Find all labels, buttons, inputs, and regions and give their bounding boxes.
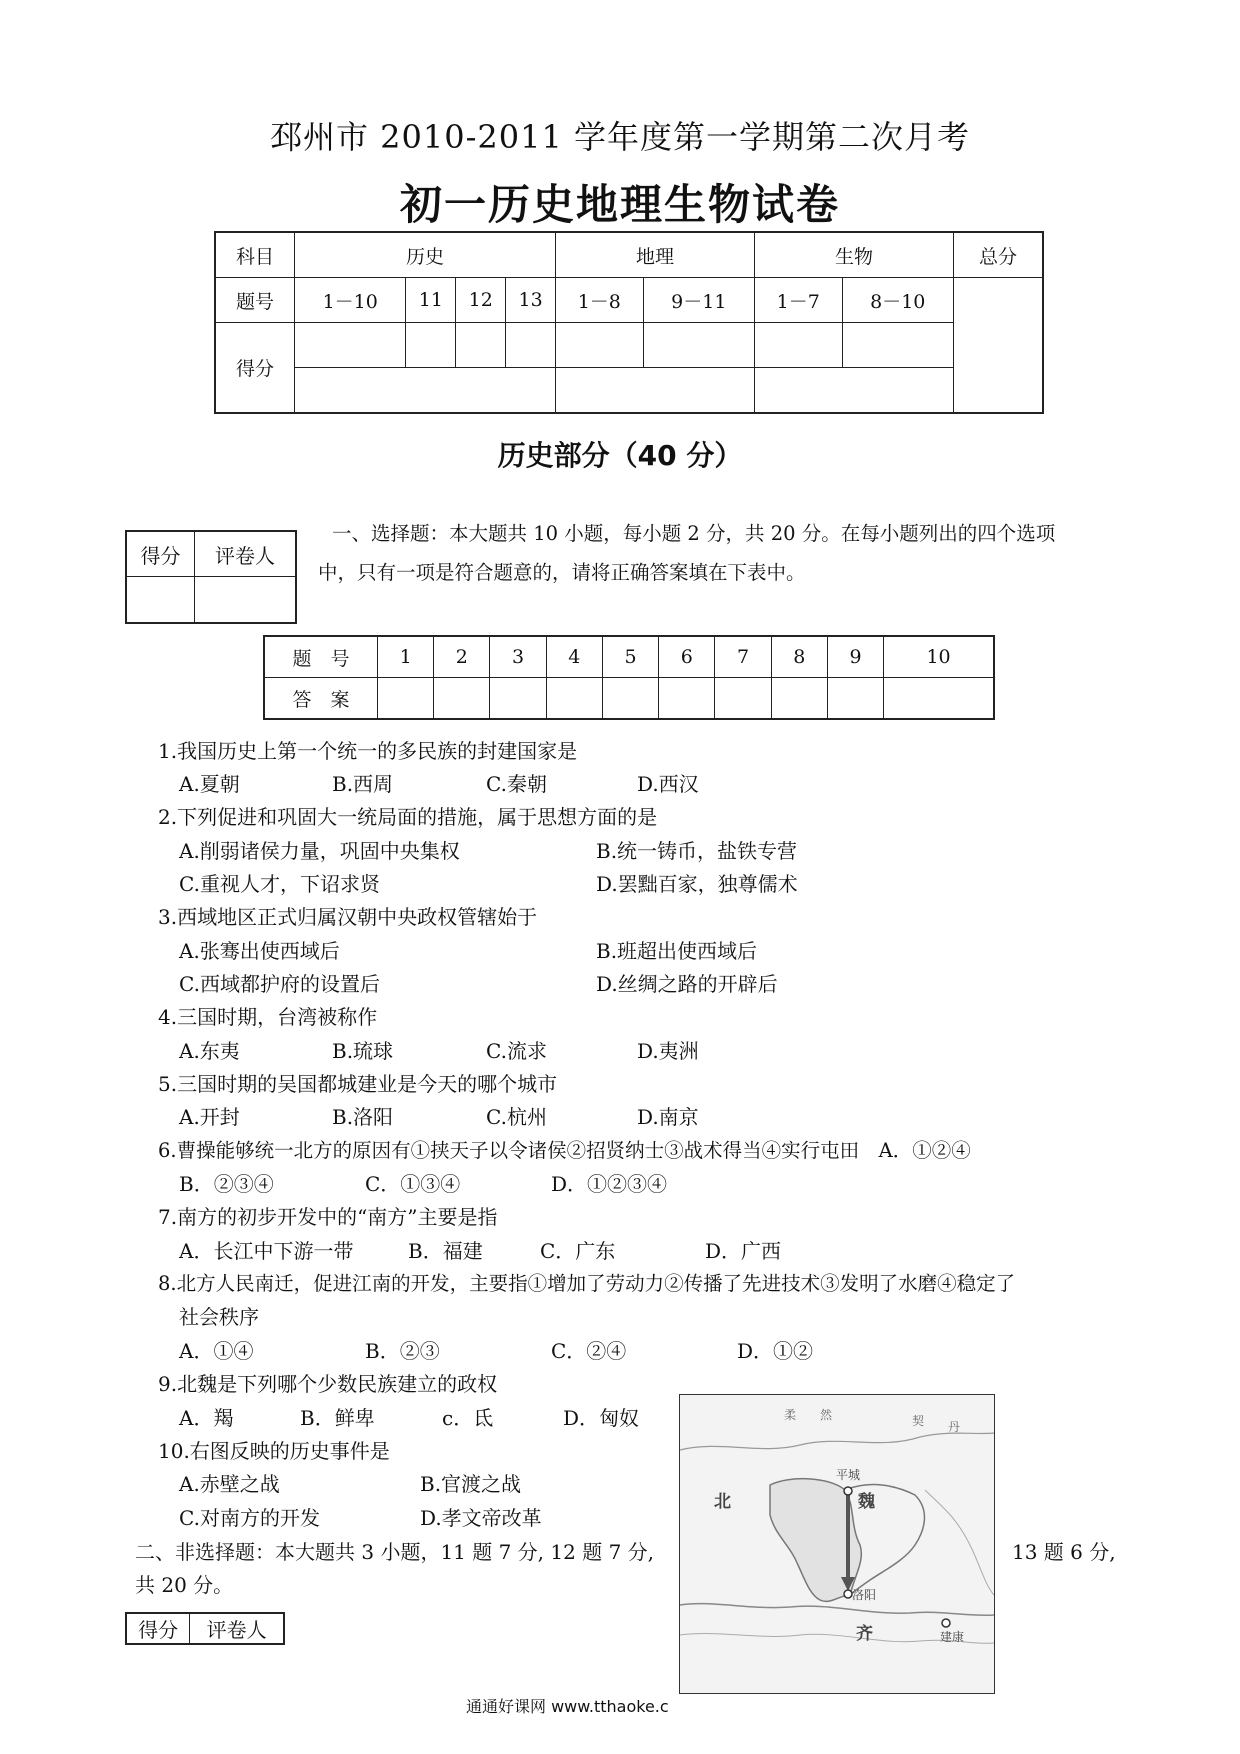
answer-cell[interactable]: [490, 678, 546, 720]
answer-table-number: 7: [715, 636, 771, 678]
question-8-option-b: B．②③: [365, 1339, 440, 1363]
score-table-total-cell[interactable]: [954, 278, 1044, 414]
question-7-option-b: B．福建: [408, 1239, 483, 1263]
grader-score-cell[interactable]: [126, 577, 194, 624]
question-5-stem: 5.三国时期的吴国都城建业是今天的哪个城市: [158, 1072, 558, 1096]
score-cell-geography-total[interactable]: [556, 368, 755, 414]
answer-table-answer-label: 答 案: [264, 678, 378, 720]
question-4-option-b: B.琉球: [332, 1039, 394, 1063]
question-5-option-c: C.杭州: [486, 1105, 547, 1129]
score-cell[interactable]: [456, 323, 506, 368]
question-3-option-c: C.西域都护府的设置后: [179, 972, 380, 996]
question-2-stem: 2.下列促进和巩固大一统局面的措施，属于思想方面的是: [158, 805, 658, 829]
question-3-stem: 3.西域地区正式归属汉朝中央政权管辖始于: [158, 905, 538, 929]
question-10-option-b: B.官渡之战: [420, 1472, 522, 1496]
score-cell[interactable]: [295, 323, 406, 368]
question-8-option-a: A．①④: [179, 1339, 254, 1363]
score-table-subject-biology: 生物: [754, 232, 953, 278]
question-2-option-a: A.削弱诸侯力量，巩固中央集权: [179, 839, 460, 863]
question-8-stem: 8.北方人民南迁，促进江南的开发，主要指①增加了劳动力②传播了先进技术③发明了水磨④稳定了: [158, 1272, 1016, 1295]
score-table-number: 12: [456, 278, 506, 323]
question-7-option-d: D．广西: [705, 1239, 782, 1263]
question-7-stem: 7.南方的初步开发中的“南方”主要是指: [158, 1205, 498, 1229]
answer-cell[interactable]: [602, 678, 658, 720]
score-cell[interactable]: [406, 323, 456, 368]
question-7-option-c: C．广东: [540, 1239, 616, 1263]
question-2-option-b: B.统一铸币，盐铁专营: [596, 839, 798, 863]
score-cell[interactable]: [643, 323, 754, 368]
answer-table-number: 3: [490, 636, 546, 678]
answer-table-number: 6: [659, 636, 715, 678]
answer-cell[interactable]: [827, 678, 883, 720]
map-label: 建康: [940, 1630, 965, 1644]
map-label: 齐: [856, 1624, 873, 1644]
score-table-number: 13: [506, 278, 556, 323]
score-table-number: 11: [406, 278, 456, 323]
question-7-option-a: A．长江中下游一带: [179, 1239, 354, 1263]
map-label: 然: [820, 1408, 833, 1422]
part1-instruction-line2: 中，只有一项是符合题意的，请将正确答案填在下表中。: [318, 561, 806, 584]
question-9-option-c: c．氐: [442, 1406, 494, 1430]
question-10-stem: 10.右图反映的历史事件是: [158, 1439, 390, 1463]
answer-cell[interactable]: [771, 678, 827, 720]
score-table-subject-history: 历史: [295, 232, 556, 278]
answer-cell[interactable]: [715, 678, 771, 720]
score-table-total-label: 总分: [954, 232, 1044, 278]
part2-instruction-line2: 共 20 分。: [135, 1573, 234, 1597]
part2-instruction-left: 二、非选择题：本大题共 3 小题，11 题 7 分, 12 题 7 分,: [135, 1540, 655, 1564]
map-label: 柔: [784, 1408, 797, 1422]
question-4-option-a: A.东夷: [179, 1039, 240, 1063]
northern-wei-map: [679, 1394, 995, 1694]
map-drawing: [680, 1395, 994, 1693]
answer-table-number: 10: [884, 636, 994, 678]
grader-table: [125, 530, 297, 624]
question-1-option-b: B.西周: [332, 772, 394, 796]
answer-table-number: 4: [546, 636, 602, 678]
answer-cell[interactable]: [546, 678, 602, 720]
score-table-number: 1－7: [754, 278, 842, 323]
question-10-option-c: C.对南方的开发: [179, 1506, 320, 1530]
grader-score-label: 得分: [126, 531, 194, 577]
score-table-score-label: 得分: [215, 323, 295, 414]
question-4-stem: 4.三国时期，台湾被称作: [158, 1005, 378, 1029]
question-6-option-c: C．①③④: [365, 1172, 461, 1196]
score-table-number: 1－10: [295, 278, 406, 323]
score-table-number: 9－11: [643, 278, 754, 323]
answer-table-number: 2: [434, 636, 490, 678]
question-9-option-d: D．匈奴: [563, 1406, 640, 1430]
score-table-subject-geography: 地理: [556, 232, 755, 278]
grader-name-cell[interactable]: [194, 577, 296, 624]
answer-table-number: 5: [602, 636, 658, 678]
question-6-option-b: B．②③④: [179, 1172, 274, 1196]
question-9-stem: 9.北魏是下列哪个少数民族建立的政权: [158, 1372, 498, 1396]
question-4-option-c: C.流求: [486, 1039, 547, 1063]
question-5-option-a: A.开封: [179, 1105, 240, 1129]
score-table-subject-label: 科目: [215, 232, 295, 278]
question-9-option-a: A．羯: [179, 1406, 234, 1430]
answer-table-number: 9: [827, 636, 883, 678]
question-4-option-d: D.夷洲: [637, 1039, 699, 1063]
question-8-option-d: D．①②: [737, 1339, 814, 1363]
score-table-number: 1－8: [556, 278, 644, 323]
map-label: 洛阳: [852, 1588, 877, 1602]
question-1-stem: 1.我国历史上第一个统一的多民族的封建国家是: [158, 739, 578, 763]
answer-cell[interactable]: [884, 678, 994, 720]
question-1-option-c: C.秦朝: [486, 772, 547, 796]
answer-cell[interactable]: [434, 678, 490, 720]
map-label: 丹: [948, 1420, 961, 1434]
exam-title-line2: 初一历史地理生物试卷: [399, 180, 840, 229]
question-2-option-c: C.重视人才，下诏求贤: [179, 872, 380, 896]
question-2-option-d: D.罢黜百家，独尊儒术: [596, 872, 798, 896]
map-label: 平城: [836, 1468, 861, 1482]
map-label: 北: [714, 1492, 731, 1512]
score-cell-history-total[interactable]: [295, 368, 556, 414]
part1-instruction-line1: 一、选择题：本大题共 10 小题，每小题 2 分，共 20 分。在每小题列出的四个选项: [332, 522, 1056, 545]
part2-instruction-right: 13 题 6 分,: [1012, 1540, 1116, 1564]
answer-cell[interactable]: [378, 678, 434, 720]
question-3-option-d: D.丝绸之路的开辟后: [596, 972, 778, 996]
question-5-option-b: B.洛阳: [332, 1105, 394, 1129]
history-section-title: 历史部分（40 分）: [497, 439, 743, 472]
question-6-option-d: D．①②③④: [551, 1172, 668, 1196]
footer-watermark: 通通好课网 www.tthaoke.c: [466, 1697, 669, 1716]
score-table: [214, 231, 1044, 414]
question-9-option-b: B．鲜卑: [300, 1406, 375, 1430]
score-table-number-label: 题号: [215, 278, 295, 323]
answer-table-number-label: 题 号: [264, 636, 378, 678]
question-10-option-a: A.赤壁之战: [179, 1472, 280, 1496]
answer-table: [263, 635, 995, 720]
question-10-option-d: D.孝文帝改革: [420, 1506, 542, 1530]
question-8-stem-line2: 社会秩序: [179, 1305, 259, 1329]
score-cell-biology-total[interactable]: [754, 368, 953, 414]
question-3-option-b: B.班超出使西域后: [596, 939, 758, 963]
part2-grader-name-label: 评卷人: [190, 1613, 284, 1644]
answer-table-number: 8: [771, 636, 827, 678]
score-cell[interactable]: [506, 323, 556, 368]
score-table-number: 8－10: [842, 278, 954, 323]
question-1-option-d: D.西汉: [637, 772, 699, 796]
score-cell[interactable]: [556, 323, 644, 368]
answer-cell[interactable]: [659, 678, 715, 720]
exam-title-line1: 邳州市 2010-2011 学年度第一学期第二次月考: [269, 118, 971, 156]
map-label: 契: [912, 1414, 925, 1428]
question-3-option-a: A.张骞出使西域后: [179, 939, 340, 963]
grader-name-label: 评卷人: [194, 531, 296, 577]
answer-table-number: 1: [378, 636, 434, 678]
part2-grader-table: [125, 1612, 285, 1645]
question-1-option-a: A.夏朝: [179, 772, 240, 796]
map-label: 魏: [858, 1492, 875, 1512]
part2-grader-score-label: 得分: [126, 1613, 190, 1644]
question-6-stem: 6.曹操能够统一北方的原因有①挟天子以令诸侯②招贤纳士③战术得当④实行屯田 A．①②④: [158, 1139, 971, 1162]
score-cell[interactable]: [754, 323, 842, 368]
question-8-option-c: C．②④: [551, 1339, 627, 1363]
question-5-option-d: D.南京: [637, 1105, 699, 1129]
score-cell[interactable]: [842, 323, 954, 368]
